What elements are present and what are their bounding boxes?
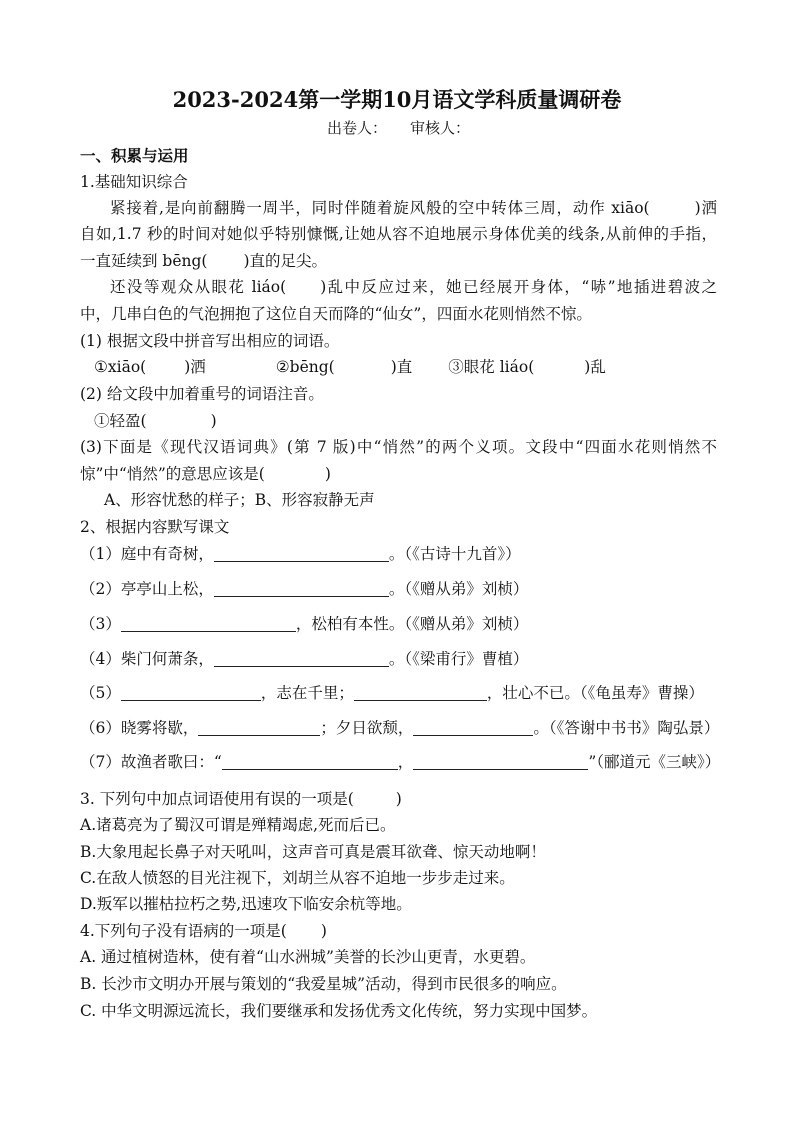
- recitation-text: 。（《古诗十九首》）: [388, 545, 521, 563]
- author-line: [327, 116, 470, 140]
- subquestion-3-line: (3)下面是《现代汉语词典》(第 7 版)中“悄然”的两个义项。文段中“四面水花则悄然不: [80, 438, 717, 456]
- answer-gap: [265, 478, 325, 479]
- passage-text: 还没等观众从眼花 liáo(: [110, 278, 287, 296]
- recitation-text: （4）柴门何萧条，: [80, 650, 214, 668]
- subquestion-3-text: 惊”中“悄然”的意思应该是(: [80, 465, 265, 483]
- recitation-line-2: [80, 577, 528, 601]
- subquestion-3-options: A、形容忧愁的样子；B、形容寂静无声: [104, 491, 375, 509]
- answer-gap: [207, 265, 243, 266]
- fill-blank: [214, 582, 389, 597]
- phonetic-item-line: [94, 409, 217, 433]
- recitation-text: （1）庭中有奇树，: [80, 545, 214, 563]
- question-3-stem: [80, 787, 402, 811]
- recitation-line-7: [80, 750, 720, 774]
- recitation-line-5: [80, 681, 704, 705]
- fill-blank: [222, 755, 398, 770]
- fill-blank: [214, 652, 389, 667]
- passage-line: 中，几串白色的气泡拥抱了这位自天而降的“仙女”，四面水花则悄然不惊。: [80, 305, 592, 323]
- answer-gap: [534, 371, 584, 372]
- question-3-option-a: A.诸葛亮为了蜀汉可谓是殚精竭虑,死而后已。: [80, 816, 396, 834]
- subquestion-3-text: ): [324, 465, 331, 483]
- pinyin-item-1-pre: ①xiāo(: [94, 358, 147, 376]
- pinyin-item-3-pre: ③眼花 liáo(: [448, 358, 535, 376]
- pinyin-item-2-post: )直: [390, 358, 413, 376]
- question-3-text: ): [395, 790, 402, 808]
- fill-blank: [121, 617, 296, 632]
- recitation-text: （5）: [80, 684, 121, 702]
- answer-gap: [146, 371, 184, 372]
- question-4-option-c: C. 中华文明源远流长，我们要继承和发扬优秀文化传统，努力实现中国梦。: [80, 1002, 598, 1020]
- phonetic-item-pre: ①轻盈(: [94, 412, 147, 430]
- recitation-text: ，松柏有本性。（《赠从弟》刘桢）: [295, 615, 529, 633]
- subquestion-3-line: [80, 462, 331, 486]
- question-2-title: 2、根据内容默写课文: [80, 518, 230, 536]
- fill-blank: [413, 721, 533, 736]
- answer-gap: [286, 291, 320, 292]
- question-4-option-a: A. 通过植树造林，使有着“山水洲城”美誉的长沙山更青，水更碧。: [80, 948, 536, 966]
- recitation-text: （3）: [80, 615, 121, 633]
- recitation-text: （6）晓雾将歇，: [80, 719, 199, 737]
- phonetic-item-post: ): [210, 412, 217, 430]
- fill-blank: [121, 686, 261, 701]
- recitation-text: ，: [397, 753, 414, 771]
- answer-gap: [354, 803, 396, 804]
- passage-line: [110, 196, 717, 220]
- recitation-line-4: [80, 647, 528, 671]
- question-4-text: ): [320, 922, 327, 940]
- question-3-option-d: D.叛军以摧枯拉朽之势,迅速攻下临安余杭等地。: [80, 895, 412, 913]
- recitation-line-3: [80, 612, 528, 636]
- answer-gap: [335, 371, 391, 372]
- reviewer-label: 审核人：: [410, 119, 471, 137]
- recitation-text: ，志在千里；: [260, 684, 354, 702]
- recitation-line-1: [80, 542, 521, 566]
- fill-blank: [413, 755, 588, 770]
- exam-title: 2023-2024第一学期10月语文学科质量调研卷: [172, 87, 622, 112]
- passage-line: [110, 275, 717, 299]
- question-3-option-c: C.在敌人愤怒的目光注视下，刘胡兰从容不迫地一步步走过来。: [80, 869, 515, 887]
- recitation-text: ”（郦道元《三峡》）: [588, 753, 721, 771]
- subquestion-2-prompt: (2) 给文段中加着重号的词语注音。: [80, 385, 324, 403]
- passage-line: [80, 249, 327, 273]
- passage-text: )乱中反应过来，她已经展开身体，“哧”地插进碧波之: [320, 278, 717, 296]
- question-4-text: 4.下列句子没有语病的一项是(: [80, 922, 287, 940]
- pinyin-items-line: [94, 355, 606, 379]
- fill-blank: [354, 686, 487, 701]
- recitation-text: （2）亭亭山上松，: [80, 580, 214, 598]
- recitation-text: （7）故渔者歌曰：“: [80, 753, 222, 771]
- recitation-text: 。（《赠从弟》刘桢）: [388, 580, 529, 598]
- pinyin-item-2-pre: ②bēng(: [275, 358, 335, 376]
- answer-gap: [287, 935, 321, 936]
- answer-gap: [650, 212, 695, 213]
- pinyin-item-3-post: )乱: [584, 358, 606, 376]
- question-3-option-b: B.大象甩起长鼻子对天吼叫，这声音可真是震耳欲聋、惊天动地啊！: [80, 843, 546, 861]
- section-heading: 一、积累与运用: [80, 146, 189, 165]
- question-4-stem: [80, 919, 327, 943]
- subquestion-1-prompt: (1) 根据文段中拼音写出相应的词语。: [80, 332, 340, 350]
- answer-gap: [147, 425, 211, 426]
- passage-text: )直的足尖。: [243, 252, 328, 270]
- recitation-line-6: [80, 716, 719, 740]
- question-4-option-b: B. 长沙市文明办开展与策划的“我爱星城”活动，得到市民很多的响应。: [80, 975, 567, 993]
- recitation-text: ，壮心不已。（《龟虽寿》曹操）: [486, 684, 704, 702]
- setter-label: 出卷人：: [327, 119, 388, 137]
- pinyin-item-1-post: )洒: [184, 358, 206, 376]
- passage-line: 自如,1.7 秒的时间对她似乎特别慷慨,让她从容不迫地展示身体优美的线条,从前伸的手指，: [80, 225, 717, 243]
- passage-text: 紧接着,是向前翻腾一周半，同时伴随着旋风般的空中转体三周，动作 xiāo(: [110, 199, 650, 217]
- question-3-text: 3. 下列句中加点词语使用有误的一项是(: [80, 790, 354, 808]
- recitation-text: ；夕日欲颓，: [320, 719, 414, 737]
- passage-text: )洒: [694, 199, 717, 217]
- passage-text: 一直延续到 bēng(: [80, 252, 208, 270]
- fill-blank: [214, 547, 389, 562]
- recitation-text: 。（《梁甫行》曹植）: [388, 650, 529, 668]
- question-1-title: 1.基础知识综合: [80, 173, 188, 191]
- fill-blank: [198, 721, 320, 736]
- recitation-text: 。（《答谢中书书》陶弘景）: [533, 719, 720, 737]
